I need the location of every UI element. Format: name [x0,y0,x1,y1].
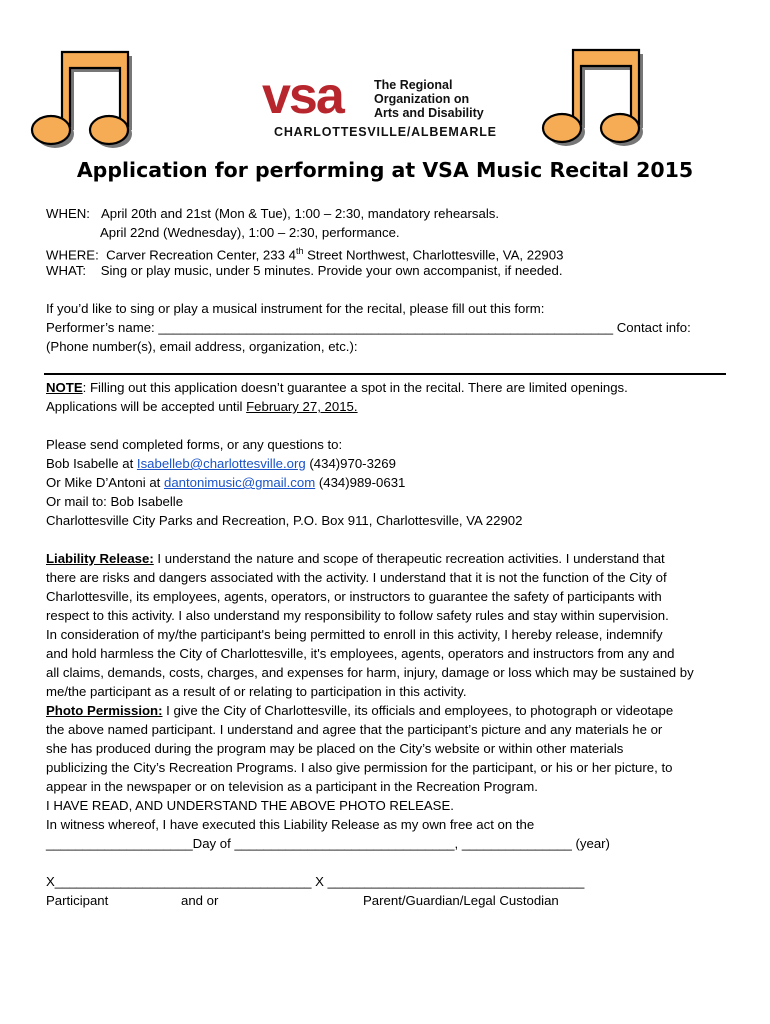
photo-line-5: I HAVE READ, AND UNDERSTAND THE ABOVE PHOTO RELEASE. [46,798,454,813]
divider [44,373,726,375]
note-line: NOTE: Filling out this application doesn’t guarantee a spot in the recital. There are limited openings. [46,380,628,395]
liability-line-1: there are risks and dangers associated with the activity. I understand that it is not the function of the City of [46,570,667,585]
contact-bob: Bob Isabelle at Isabelleb@charlottesville.org (434)970-3269 [46,456,396,471]
send-intro: Please send completed forms, or any questions to: [46,437,343,452]
address-line: Charlottesville City Parks and Recreation, P.O. Box 911, Charlottesville, VA 22902 [46,513,523,528]
where-line: WHERE: Carver Recreation Center, 233 4th Street Northwest, Charlottesville, VA, 22903 [46,246,564,263]
page-title: Application for performing at VSA Music Recital 2015 [76,158,694,182]
deadline-line: Applications will be accepted until February 27, 2015. [46,399,358,414]
when-line-2: April 22nd (Wednesday), 1:00 – 2:30, performance. [100,225,400,240]
photo-heading: Photo Permission: [46,703,163,718]
music-note-left-icon [28,48,140,158]
photo-line-2: she has produced during the program may be placed on the City’s website or within other materials [46,741,624,756]
photo-line-0: Photo Permission: I give the City of Charlottesville, its officials and employees, to photograph or videotape [46,703,674,718]
date-field[interactable]: ____________________Day of ______________________________, _______________ (year) [46,836,610,851]
when-line: WHEN: April 20th and 21st (Mon & Tue), 1:00 – 2:30, mandatory rehearsals. [46,206,500,221]
performer-name-field[interactable]: Performer’s name: ______________________________________________________________ Contact info: [46,320,691,335]
photo-line-1: the above named participant. I understand and agree that the participant’s picture and any materials he or [46,722,663,737]
signature-field[interactable]: X___________________________________ X ___________________________________ [46,874,585,889]
liability-line-4: In consideration of my/the participant's being permitted to enroll in this activity, I hereby release, indemnify [46,627,663,642]
liability-line-6: all claims, demands, costs, charges, and expenses for harm, injury, damage or loss which may be sustained by [46,665,694,680]
vsa-logo [262,67,512,140]
liability-line-2: Charlottesville, its employees, agents, operators, or instructors to guarantee the safety of participants with [46,589,662,604]
intro-text: If you’d like to sing or play a musical instrument for the recital, please fill out this form: [46,301,545,316]
photo-line-3: publicizing the City’s Recreation Programs. I also give permission for the participant, or his or her picture, to [46,760,673,775]
participant-label: Participant [46,893,109,908]
email-link-mike[interactable]: dantonimusic@gmail.com [164,475,316,490]
contact-mike: Or Mike D’Antoni at dantonimusic@gmail.com (434)989-0631 [46,475,406,490]
guardian-label: Parent/Guardian/Legal Custodian [363,893,559,908]
mail-line: Or mail to: Bob Isabelle [46,494,184,509]
music-note-right-icon [539,46,651,156]
what-line: WHAT: Sing or play music, under 5 minutes. Provide your own accompanist, if needed. [46,263,563,278]
photo-line-4: appear in the newspaper or on television as a participant in the Recreation Program. [46,779,538,794]
photo-line-6: In witness whereof, I have executed this Liability Release as my own free act on the [46,817,535,832]
liability-line-7: me/the participant as a result of or relating to participation in this activity. [46,684,467,699]
liability-line-3: respect to this activity. I also understand my responsibility to follow safety rules and stay within supervision. [46,608,669,623]
logo-wordmark: vsa [262,67,343,125]
liability-line-0: Liability Release: I understand the nature and scope of therapeutic recreation activities. I understand that [46,551,665,566]
contact-info-label: (Phone number(s), email address, organization, etc.): [46,339,358,354]
liability-heading: Liability Release: [46,551,154,566]
logo-tagline: The Regional Organization on Arts and Disability [374,78,484,120]
liability-line-5: and hold harmless the City of Charlottesville, it's employees, agents, operators and instructors from any and [46,646,675,661]
and-or-label: and or [181,893,219,908]
logo-city: CHARLOTTESVILLE/ALBEMARLE [274,125,497,139]
email-link-bob[interactable]: Isabelleb@charlottesville.org [136,456,306,471]
